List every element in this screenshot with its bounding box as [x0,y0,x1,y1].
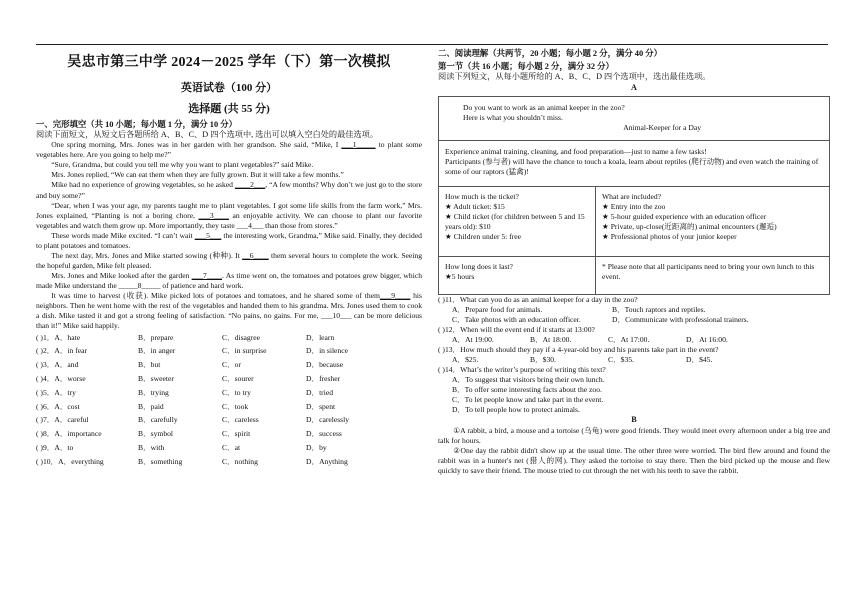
option-b: B．trying [138,387,169,397]
passage-b [438,426,830,476]
answer-option: D．$45. [686,354,713,364]
part2-heading: 二、阅读理解（共两节，20 小题；每小题 2 分，满分 40 分） [438,49,663,58]
passage-paragraph [36,170,422,180]
option-d: D．by [306,442,327,452]
price-item: ★ Adult ticket: $15 [445,201,505,211]
ticket-price-title: How much is the ticket? [445,191,519,201]
answer-option: A．Prepare food for animals. [452,304,543,314]
question-row [36,455,422,469]
answer-options-row [438,315,830,325]
answer-options-row [438,335,830,345]
paragraph-text: It was time to harvest (收获). Mike picked lots of potatoes and tomatoes, and he shared some of them [51,290,380,300]
part1-heading: 一、完形填空（共 10 小题；每小题 1 分，满分 10 分） [36,119,237,129]
passage-paragraph [36,251,422,271]
option-a: ( )3．A．and [36,360,79,370]
lunch-note: * Please note that all participants need to bring your own lunch to this event. [602,261,815,281]
included-item: ★ Professional photos of your junior keeper [602,231,737,241]
passage-paragraph [36,291,422,331]
answer-option: B．Touch raptors and reptiles. [612,304,706,314]
answer-option: A．To suggest that visitors bring their own lunch. [452,374,605,384]
passage-paragraph [36,180,422,200]
option-c: C．careless [222,415,259,425]
duration-cell [439,257,596,294]
option-a: ( )2．A．in fear [36,346,88,356]
duration-title: How long does it last? [445,261,513,271]
answer-option: C．To let people know and take part in the event. [452,395,604,404]
option-c: C．in surprise [222,346,267,356]
cloze-blank: ____2___ [234,180,266,190]
option-b: B．sweeter [138,374,174,383]
paragraph-text: Mrs. Jones and Mike looked after the garden [51,270,192,280]
ticket-price-cell [439,187,596,257]
passage-paragraph [36,160,422,170]
answer-option: C．$35. [608,354,634,364]
answer-option: C．Take photos with an education officer. [452,314,581,324]
paragraph-text: an enjoyable activity. We can choose to plant our favorite vegetables and watch them grow up. More importantly, they taste ___4___ than those from stores.” [36,210,423,230]
option-c: C．sourer [222,374,254,383]
paragraph-text: . As time went on, the tomatoes and potatoes grew bigger, which made Mike understand the _____8_____ of patience and hard work. [36,270,422,290]
option-d: D．learn [306,332,335,342]
option-b: B．symbol [138,429,174,439]
option-d: D．spent [306,401,336,411]
cloze-questions [36,331,422,469]
option-a: ( )6．A．cost [36,401,80,411]
passage-paragraph [36,271,422,291]
option-c: C．took [222,401,249,411]
option-d: D．Anything [306,456,348,466]
answer-options-row [438,305,830,315]
left-column [36,46,422,601]
included-item: ★ Private, up-close(近距离的) animal encounters (邂逅) [602,221,777,231]
paragraph-text: , “A few months? Why don’t we just go to the store and buy some?” [36,180,423,200]
option-b: B．prepare [138,332,174,342]
question-stem: ( )14．What’s the writer’s purpose of writing this text? [438,364,606,374]
option-d: D．fresher [306,374,341,383]
question-stem: ( )13．How much should they pay if a 4-year-old boy and his parents take part in the event? [438,344,719,354]
ad-description [439,141,829,187]
paragraph-text: “Sure, Grandma, but could you tell me why you want to plant vegetables?” said Mike. [51,160,314,170]
paragraph-text: “Dear, when I was your age, my parents taught me to plant vegetables. I got some life skills from the farm work,” Mrs. Jones explained, “Planting is not a boring chore, [36,200,422,220]
ad-desc-1: Experience animal training, cleaning, and food preparation—just to name a few tasks! [445,146,707,156]
paragraph-text: them several hours to complete the work. Seeing the hopeful garden, Mike felt pleased. [36,250,422,270]
passage-b-label: B [631,415,637,425]
question-row [36,414,422,428]
cloze-blank: ___3____ [198,210,229,220]
option-d: D．carelessly [306,415,350,425]
option-d: D．tried [306,387,333,397]
cloze-passage [36,140,422,330]
option-c: C．disagree [222,332,260,342]
paragraph-text: Mike had no experience of growing vegetables, so he asked [51,180,235,190]
exam-subtitle: 英语试卷（100 分） [180,82,278,95]
answer-option: C．At 17:00. [608,334,650,344]
ad-desc-2: Participants (参与者) will have the chance to touch a koala, learn about reptiles (爬行动物) and even watch the training of some of our raptors (猛禽)! [445,156,819,176]
note-cell [596,257,829,294]
question-row [36,372,422,386]
option-a: ( )1．A．hate [36,332,81,342]
option-b: B．but [138,360,161,370]
answer-option: A．At 19:00. [452,334,494,344]
paragraph-text: his neighbors. Then he went home with the rest of the vegetables and handed them to his grandma. Mrs. Jones used them to cook a dish. Mike tasted it and got a strong feeling of satisfaction. “No pains, no gains. For me, ___10___ can be more delicious than it!” Mike said happily. [36,290,422,330]
option-d: D．because [306,360,344,370]
cloze-blank: ___1_____ [341,140,376,150]
option-a: ( )7．A．careful [36,415,89,425]
answer-option: B．$30. [530,354,556,364]
option-c: C．at [222,442,241,452]
question-row [36,358,422,372]
option-c: C．to try [222,387,251,397]
passage-b-paragraph: ①A rabbit, a bird, a mouse and a tortoise (乌龟) were good friends. They would meet every afternoon under a big tree and talk for hours. [438,425,830,445]
option-d: D．in silence [306,346,348,356]
option-d: D．success [306,429,342,439]
passage-paragraph [36,201,422,231]
paragraph-text: to plant some vegetables here. Are you going to help me?” [36,140,422,160]
cloze-blank: ___5___ [194,230,222,240]
cloze-blank: __6____ [242,250,269,260]
question-row [36,441,422,455]
exam-title: 吴忠市第三中学 2024－2025 学年（下）第一次模拟 [67,55,391,70]
option-b: B．with [138,442,165,452]
ad-header [439,97,829,141]
ad-line2: Here is what you shouldn’t miss. [463,112,563,122]
question-stem: ( )11．What can you do as an animal keeper for a day in the zoo? [438,294,638,304]
paragraph-text: One spring morning, Mrs. Jones was in her garden with her grandson. She said, “Mike, I [51,140,342,150]
included-item: ★ 5-hour guided experience with an education officer [602,211,767,221]
price-item: ★ Child ticket (for children between 5 and 15 years old): $10 [445,211,585,231]
paragraph-text: the interesting work, Grandma,” Mike said. Finally, they decided to plant potatoes and tomatoes. [36,230,422,250]
answer-option: B．At 18:00. [530,334,572,344]
part1-instruction: 阅读下面短文，从短文后各题所给 A、B、C、D 四个选项中, 选出可以填入空白处的最佳选项。 [36,129,379,139]
option-b: B．carefully [138,415,178,425]
answer-option: D．At 16:00. [686,334,728,344]
question-row [36,386,422,400]
paragraph-text: Mrs. Jones replied, “We can eat them when they are fully grown. But it will take a few months.” [51,170,344,180]
paragraph-text: These words made Mike excited. “I can’t wait [51,230,195,240]
cloze-blank: ___9____ [379,290,411,300]
right-column [438,46,830,601]
answer-option: D．To tell people how to protect animals. [452,405,580,415]
animal-keeper-ad [438,96,830,295]
included-item: ★ Entry into the zoo [602,201,666,211]
question-row [36,345,422,359]
option-c: C．spirit [222,429,251,439]
option-a: ( )9．A．to [36,442,74,452]
answer-option: A．$25. [452,354,479,364]
reading-instruction: 阅读下列短文，从每小题所给的 A、B、C、D 四个选项中，选出最佳选项。 [438,72,711,82]
option-b: B．something [138,456,183,466]
answer-option: B．To offer some interesting facts about the zoo. [452,384,602,394]
option-a: ( )8．A．importance [36,429,102,439]
answer-option: D．Communicate with professional trainers. [612,314,749,324]
section-title: 选择题 (共 55 分) [188,102,270,115]
question-row [36,331,422,345]
passage-paragraph [36,140,422,160]
ad-info-grid [439,187,829,294]
section1-heading: 第一节（共 16 小题；每小题 2 分，满分 32 分） [438,62,614,72]
reading-questions [438,295,830,415]
ad-line1: Do you want to work as an animal keeper in the zoo? [463,102,625,112]
cloze-blank: ___7____ [191,270,222,280]
included-cell [596,187,829,257]
passage-b-paragraph: ②One day the rabbit didn't show up at the usual time. The other three were worried. The bird flew around and found the rabbit was in a hunter's net (猎人的网). They asked the tortoise to stay there. Then the bird picked up the mouse and flew quickly to save their friend. The mouse tried to cut through the net with his teeth to save the rabbit. [438,445,830,475]
question-row [36,400,422,414]
passage-paragraph [36,231,422,251]
option-a: ( )4．A．worse [36,374,86,383]
option-c: C．nothing [222,456,258,466]
question-row [36,427,422,441]
option-b: B．in anger [138,346,176,356]
option-c: C．or [222,360,241,370]
included-title: What are included? [602,191,662,201]
option-b: B．paid [138,401,164,411]
price-item: ★ Children under 5: free [445,231,521,241]
passage-a-label: A [631,83,637,93]
ad-headline: Animal-Keeper for a Day [623,122,701,132]
header-rule [36,44,828,45]
paragraph-text: The next day, Mrs. Jones and Mike started sowing (种种). It [51,250,243,260]
option-a: ( )5．A．try [36,387,76,397]
answer-options-row [438,355,830,365]
duration-value: ★5 hours [445,271,475,281]
question-stem: ( )12．When will the event end if it starts at 13:00? [438,324,595,334]
option-a: ( )10．A．everything [36,456,104,466]
